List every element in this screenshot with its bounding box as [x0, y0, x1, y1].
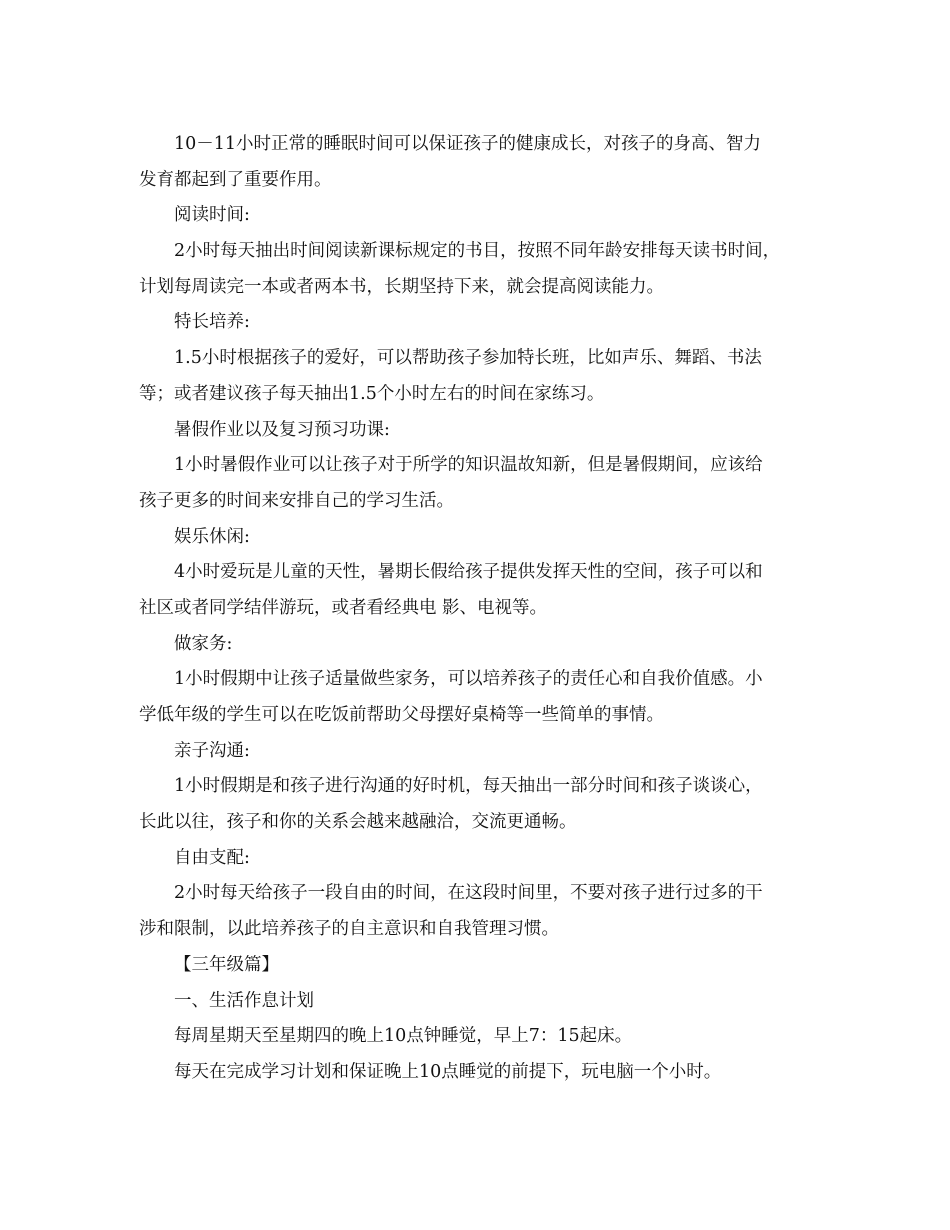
- text-line: 特长培养:: [174, 312, 250, 333]
- text-line: 4小时爱玩是儿童的天性，暑期长假给孩子提供发挥天性的空间，孩子可以和: [174, 562, 763, 583]
- text-line: 发育都起到了重要作用。: [139, 169, 332, 190]
- text-line: 每周星期天至星期四的晚上10点钟睡觉，早上7：15起床。: [174, 1026, 633, 1047]
- text-line: 孩子更多的时间来安排自己的学习生活。: [139, 490, 454, 511]
- text-line: 长此以往，孩子和你的关系会越来越融洽，交流更通畅。: [139, 812, 577, 833]
- text-line: 等；或者建议孩子每天抽出1.5个小时左右的时间在家练习。: [139, 383, 605, 404]
- text-line: 涉和限制，以此培养孩子的自主意识和自我管理习惯。: [139, 919, 559, 940]
- text-line: 【三年级篇】: [174, 954, 279, 975]
- text-line: 一、生活作息计划: [174, 990, 314, 1011]
- text-line: 2小时每天给孩子一段自由的时间，在这段时间里，不要对孩子进行过多的干: [174, 883, 763, 904]
- text-line: 每天在完成学习计划和保证晚上10点睡觉的前提下，玩电脑一个小时。: [174, 1061, 722, 1082]
- text-line: 2小时每天抽出时间阅读新课标规定的书目，按照不同年龄安排每天读书时间，: [174, 241, 781, 262]
- text-line: 暑假作业以及复习预习功课:: [174, 419, 390, 440]
- text-line: 计划每周读完一本或者两本书，长期坚持下来，就会提高阅读能力。: [139, 276, 664, 297]
- text-line: 社区或者同学结伴游玩，或者看经典电 影、电视等。: [139, 597, 548, 618]
- text-line: 1小时假期中让孩子适量做些家务，可以培养孩子的责任心和自我价值感。小: [174, 669, 763, 690]
- text-line: 亲子沟通:: [174, 740, 250, 761]
- text-line: 娱乐休闲:: [174, 526, 250, 547]
- document-body: [139, 127, 807, 1091]
- text-line: 学低年级的学生可以在吃饭前帮助父母摆好桌椅等一些简单的事情。: [139, 705, 664, 725]
- text-line: 1.5小时根据孩子的爱好，可以帮助孩子参加特长班，比如声乐、舞蹈、书法: [174, 348, 762, 369]
- text-line: 10－11小时正常的睡眠时间可以保证孩子的健康成长，对孩子的身高、智力: [174, 134, 762, 154]
- text-line: 阅读时间:: [174, 205, 250, 226]
- text-line: 自由支配:: [174, 847, 250, 868]
- text-line: 做家务:: [174, 633, 233, 654]
- text-line: 1小时暑假作业可以让孩子对于所学的知识温故知新，但是暑假期间，应该给: [174, 455, 763, 476]
- text-line: 1小时假期是和孩子进行沟通的好时机，每天抽出一部分时间和孩子谈谈心，: [174, 776, 763, 797]
